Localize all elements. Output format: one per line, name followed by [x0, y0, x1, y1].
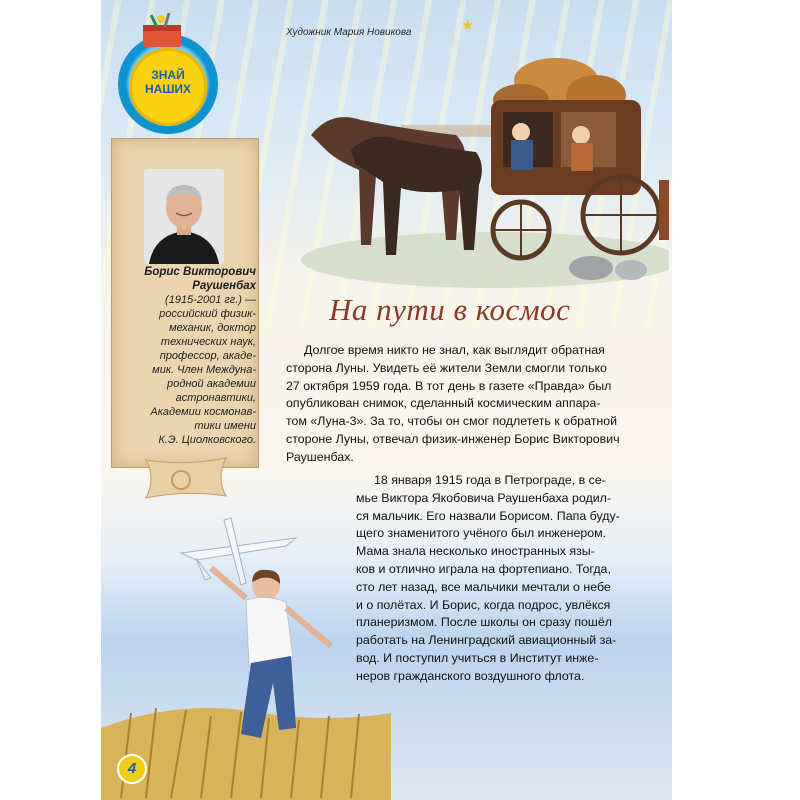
bio-description: (1915-2001 гг.) — российский физик- механик, доктор технических наук, профессор, акаде- мик. Член Междуна- родной академии астронавтики, Академии космонав- тики имени К.Э. Циолковского.: [150, 294, 256, 446]
text-line: планеризмом. После школы он сразу пошёл: [356, 615, 612, 630]
znai-nashikh-badge: [129, 48, 207, 126]
text-line: и о полётах. И Борис, когда подрос, увлёкся: [356, 597, 611, 612]
text-line: Мама знала несколько иностранных язы-: [356, 544, 595, 559]
badge-label: ЗНАЙ НАШИХ: [144, 68, 192, 96]
portrait-photo: [144, 169, 224, 264]
text-line: щего знаменитого учёного был инженером.: [356, 526, 607, 541]
text-line: том «Луна-3». За то, чтобы он смог подлететь к обратной: [286, 414, 618, 429]
text-line: ков и отлично играла на фортепиано. Тогда,: [356, 561, 611, 576]
text-line: мье Виктора Якобовича Раушенбаха родил-: [356, 490, 611, 505]
scroll-curl-icon: [141, 456, 231, 500]
boy-with-glider-illustration: [101, 498, 391, 800]
book-page: [101, 0, 672, 800]
biography-text: [116, 265, 256, 447]
toolbox-icon: [139, 13, 185, 49]
horse-carriage-illustration: [291, 40, 669, 290]
text-line: 27 октября 1959 года. В тот день в газете «Правда» был: [286, 378, 612, 393]
text-line: работать на Ленинградский авиационный за-: [356, 633, 617, 648]
star-icon: ★: [461, 17, 475, 34]
text-line: стороне Луны, отвечал физик-инженер Борис Викторович: [286, 431, 620, 446]
article-title: На пути в космос: [329, 292, 571, 327]
text-line: сто лет назад, все мальчики мечтали о небе: [356, 579, 611, 594]
text-line: неров гражданского воздушного флота.: [356, 668, 585, 683]
intro-paragraph: [286, 342, 646, 467]
text-line: 18 января 1915 года в Петрограде, в се-: [374, 473, 606, 487]
childhood-paragraph: [356, 472, 646, 686]
bio-person-name: Борис Викторович Раушенбах: [144, 266, 256, 292]
text-line: опубликован снимок, сделанный космическим аппара-: [286, 396, 601, 411]
scroll-parchment: [111, 138, 259, 468]
illustrator-credit: Художник Мария Новикова: [286, 27, 412, 38]
text-line: ся мальчик. Его назвали Борисом. Папа буду-: [356, 508, 620, 523]
page-number: 4: [117, 754, 147, 784]
text-line: Раушенбах.: [286, 449, 354, 464]
text-line: сторона Луны. Увидеть её жители Земли смогли только: [286, 360, 607, 375]
biography-scroll: [111, 138, 259, 508]
text-line: Долгое время никто не знал, как выглядит обратная: [304, 343, 605, 357]
text-line: вод. И поступил учиться в Институт инже-: [356, 650, 599, 665]
